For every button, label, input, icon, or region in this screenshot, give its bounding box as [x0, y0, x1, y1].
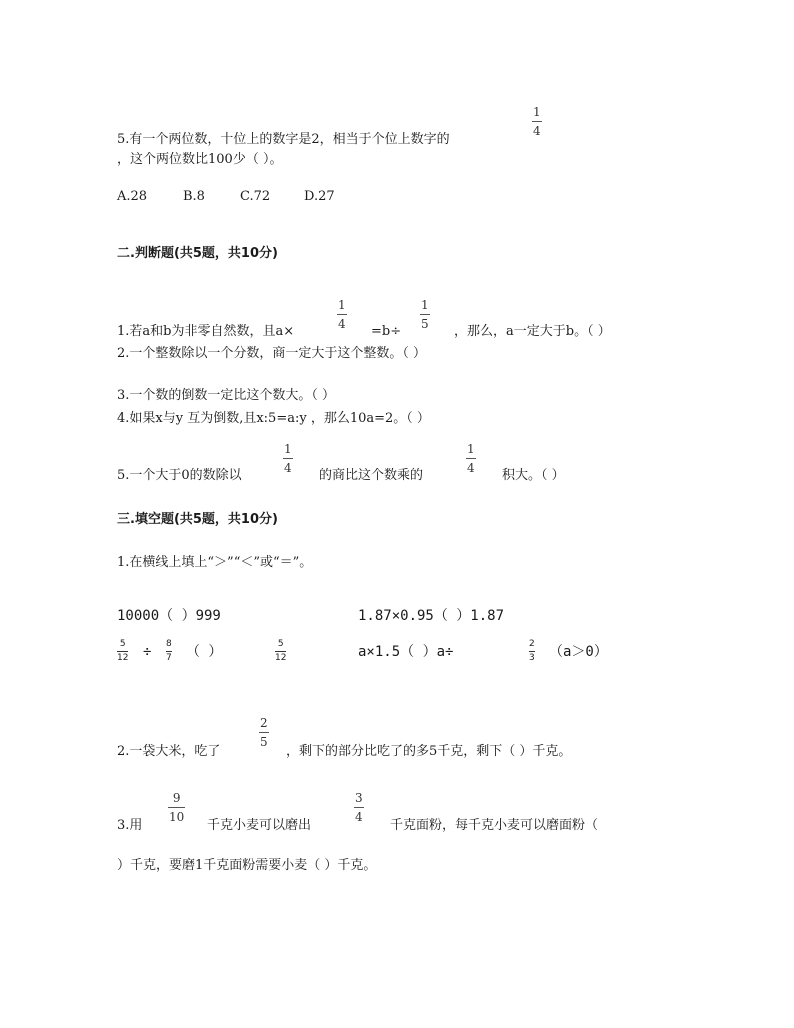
- fraction-bar: [275, 651, 286, 652]
- comparison-expression: 1.87×0.95（ ）1.87: [358, 608, 505, 624]
- fraction-numerator: 2: [529, 639, 535, 649]
- fraction-numerator: 2: [260, 716, 268, 730]
- fraction-denominator: 7: [166, 653, 172, 663]
- fraction: [532, 106, 542, 137]
- question-text: ）千克，要磨1千克面粉需要小麦（ ）千克。: [117, 858, 377, 873]
- fraction-bar: [168, 807, 185, 808]
- section-title: 二.判断题(共5题，共10分): [117, 246, 278, 261]
- fraction-numerator: 1: [467, 442, 475, 456]
- question-text: =b÷: [371, 324, 402, 339]
- fraction: [275, 640, 286, 663]
- fraction-denominator: 10: [169, 810, 185, 824]
- question-text: ，那么，a一定大于b。（ ）: [454, 324, 611, 339]
- question-text: 5.有一个两位数，十位上的数字是2，相当于个位上数字的: [117, 132, 450, 147]
- fraction-denominator: 4: [284, 461, 292, 475]
- fraction-bar: [337, 314, 347, 315]
- question-text: 4.如果x与y 互为倒数,且x:5=a:y ，那么10a=2。（ ）: [117, 411, 430, 426]
- fraction-denominator: 5: [421, 317, 429, 331]
- fraction-numerator: 5: [119, 639, 126, 649]
- fraction: [420, 299, 430, 330]
- option-b: B.8: [183, 189, 205, 204]
- fraction-numerator: 1: [338, 298, 346, 312]
- fraction: [166, 640, 172, 663]
- question-text: 积大。（ ）: [502, 468, 565, 483]
- section-title: 三.填空题(共5题，共10分): [117, 512, 278, 527]
- question-text: 1.在横线上填上“＞”“＜”或“＝”。: [117, 555, 313, 570]
- fraction-bar: [259, 732, 269, 733]
- fraction-bar: [166, 651, 172, 652]
- fraction-denominator: 3: [529, 653, 535, 663]
- fraction-bar: [529, 651, 535, 652]
- option-a: A.28: [117, 189, 148, 204]
- fraction-denominator: 4: [533, 124, 541, 138]
- condition: （a＞0）: [549, 644, 608, 660]
- fraction-numerator: 1: [421, 298, 429, 312]
- fraction-numerator: 8: [166, 639, 172, 649]
- fraction-denominator: 4: [338, 317, 346, 331]
- question-text: 3.一个数的倒数一定比这个数大。（ ）: [117, 388, 336, 403]
- question-text: 的商比这个数乘的: [319, 468, 424, 483]
- question-text: 千克小麦可以磨出: [207, 818, 312, 833]
- option-c: C.72: [240, 189, 271, 204]
- fraction-numerator: 5: [277, 639, 284, 649]
- comparison-expression: 10000（ ）999: [117, 608, 221, 624]
- fraction-bar: [354, 807, 364, 808]
- question-text: ，剩下的部分比吃了的多5千克，剩下（ ）千克。: [286, 744, 572, 759]
- fraction: [337, 299, 347, 330]
- question-text: ，这个两位数比100少（ ）。: [117, 152, 283, 167]
- fraction-numerator: 1: [284, 442, 292, 456]
- comparison-expression: a×1.5（ ）a÷: [358, 644, 454, 660]
- question-text: 1.若a和b为非零自然数，且a×: [117, 324, 295, 339]
- fraction: [259, 717, 269, 748]
- fraction-bar: [532, 121, 542, 122]
- fraction: [283, 443, 293, 474]
- fraction-bar: [466, 458, 476, 459]
- fraction-denominator: 12: [275, 653, 287, 663]
- fraction: [168, 792, 185, 823]
- option-d: D.27: [304, 189, 335, 204]
- question-text: 3.用: [117, 818, 143, 833]
- fraction: [466, 443, 476, 474]
- fraction-bar: [283, 458, 293, 459]
- fraction-denominator: 5: [260, 735, 268, 749]
- fraction-numerator: 9: [172, 791, 181, 805]
- fraction: [354, 792, 364, 823]
- operator: ÷: [143, 644, 152, 660]
- blank: （ ）: [186, 644, 223, 660]
- fraction-bar: [117, 651, 128, 652]
- question-text: 2.一袋大米，吃了: [117, 744, 221, 759]
- question-text: 千克面粉，每千克小麦可以磨面粉（: [390, 818, 599, 833]
- fraction-bar: [420, 314, 430, 315]
- fraction: [117, 640, 128, 663]
- fraction-denominator: 4: [355, 810, 363, 824]
- fraction-numerator: 3: [355, 791, 363, 805]
- question-text: 5.一个大于0的数除以: [117, 468, 242, 483]
- fraction-denominator: 4: [467, 461, 475, 475]
- fraction: [529, 640, 535, 663]
- fraction-denominator: 12: [117, 653, 129, 663]
- fraction-numerator: 1: [533, 105, 541, 119]
- question-text: 2.一个整数除以一个分数，商一定大于这个整数。（ ）: [117, 346, 427, 361]
